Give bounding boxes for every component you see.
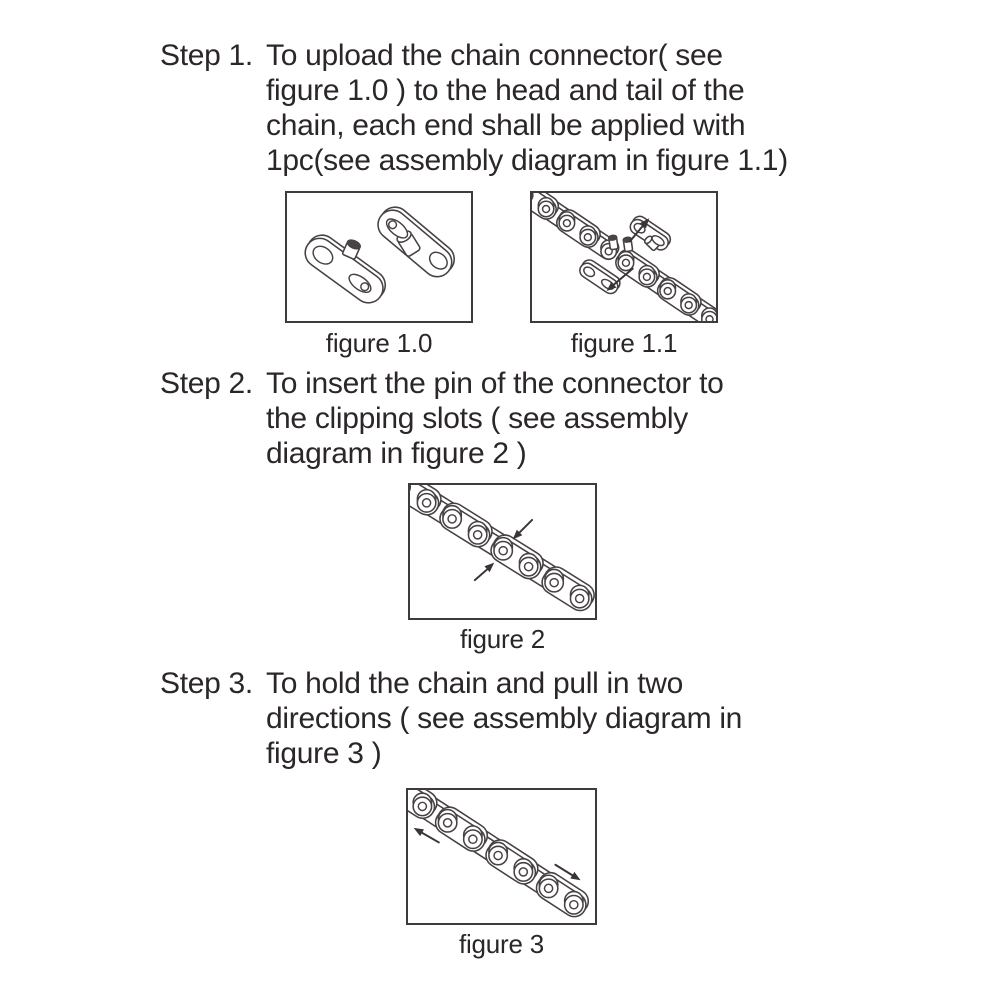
chain-end-pin [608,235,618,250]
chain-art [532,193,716,321]
step-2-text [266,366,724,471]
step-text-line: directions ( see assembly diagram in [266,702,743,735]
figure-1-0-caption: figure 1.0 [325,328,433,358]
step-text-line: 1pc(see assembly diagram in figure 1.1) [266,144,788,177]
figure-1-1-frame [530,191,718,323]
insert-arrow-lower [475,563,494,580]
figure-2-frame [408,483,597,620]
chain-art [410,485,595,615]
step-text-line: figure 3 ) [266,737,382,770]
step-text-line: diagram in figure 2 ) [266,437,527,470]
figure-3-illustration [408,790,595,923]
step-text-line: figure 1.0 ) to the head and tail of the [266,74,745,107]
step-1-text [266,38,788,178]
step-text-line: To insert the pin of the connector to [266,367,724,400]
chain-art [408,790,593,921]
figure-1-1-illustration [532,193,716,321]
figure-3-caption: figure 3 [458,929,545,959]
step-text-line: To hold the chain and pull in two [266,667,684,700]
figure-1-0-illustration [287,193,471,321]
figure-2-caption: figure 2 [459,624,546,654]
figure-1-1-caption: figure 1.1 [570,328,678,358]
figure-3-frame [406,788,597,925]
step-text-line: chain, each end shall be applied with [266,109,746,142]
figure-2-illustration [410,485,595,618]
step-text-line: To upload the chain connector( see [266,39,723,72]
step-1 [160,38,788,178]
step-1-label: Step 1. [160,39,253,72]
step-2-label: Step 2. [160,367,253,400]
step-2 [160,366,724,471]
step-3-text [266,666,742,771]
pull-arrow-up-left [414,828,439,843]
step-3-label: Step 3. [160,667,253,700]
step-3 [160,666,742,771]
insert-arrow-upper [513,520,532,539]
figure-1-0-frame [285,191,473,323]
connector-plate-right [372,201,460,283]
step-text-line: the clipping slots ( see assembly [266,402,688,435]
